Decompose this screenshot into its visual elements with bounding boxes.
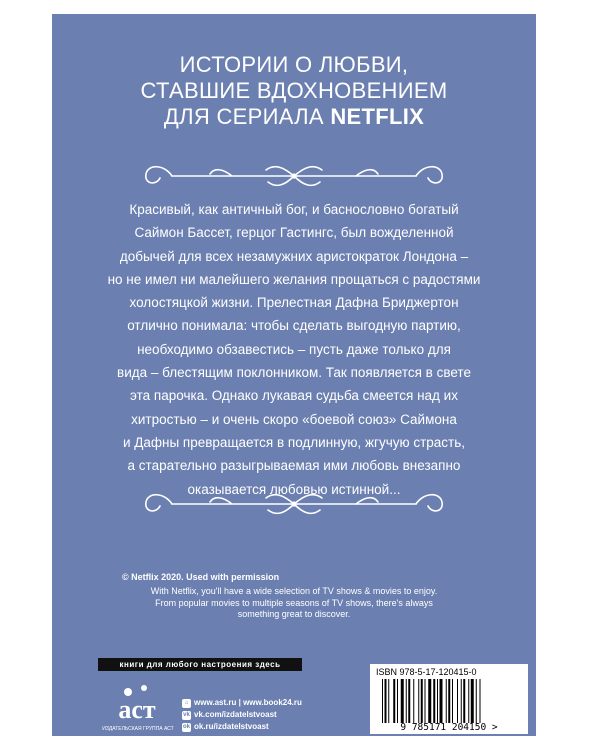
description-line: необходимо обзавестись – пусть даже только для bbox=[137, 341, 451, 357]
barcode-bar bbox=[471, 679, 474, 723]
barcode-bar bbox=[406, 679, 407, 723]
vk-icon: vk bbox=[183, 711, 190, 718]
ok-link[interactable]: ok.ru/izdatelstvoast bbox=[194, 722, 269, 731]
ornament-divider-bottom bbox=[52, 482, 536, 526]
barcode-bar bbox=[480, 679, 481, 723]
netflix-info-line: From popular movies to multiple seasons of TV shows, there's always bbox=[155, 597, 433, 608]
book-description bbox=[94, 198, 494, 501]
ok-icon: ok bbox=[182, 723, 190, 730]
description-line: Красивый, как античный бог, и баснословно богатый bbox=[129, 202, 459, 217]
netflix-info bbox=[102, 586, 486, 621]
description-line: но не имел ни малейшего желания прощаться с радостями bbox=[107, 271, 481, 287]
barcode-bar bbox=[476, 679, 477, 723]
netflix-info-line: With Netflix, you'll have a wide selection of TV shows & movies to enjoy. bbox=[150, 586, 438, 596]
description-line: отлично понимала: чтобы сделать выгодную партию, bbox=[127, 318, 461, 334]
barcode-bar bbox=[382, 679, 383, 723]
barcode-bar bbox=[418, 679, 419, 723]
description-line: добычей для всех незамужних аристократок Лондона – bbox=[119, 248, 469, 264]
barcode-bar bbox=[448, 679, 450, 723]
tagline-bar: книги для любого настроения здесь bbox=[98, 658, 302, 671]
vk-link[interactable]: vk.com/izdatelstvoast bbox=[194, 710, 277, 719]
barcode-bar bbox=[433, 679, 435, 723]
isbn-text: ISBN 978-5-17-120415-0 bbox=[376, 667, 477, 677]
netflix-brand: NETFLIX bbox=[330, 104, 425, 129]
barcode-digits: 9 785171 204150 > bbox=[400, 722, 498, 733]
copyright-notice: © Netflix 2020. Used with permission bbox=[122, 572, 280, 582]
description-line: Саймон Бассет, герцог Гастингс, был вожделенной bbox=[134, 225, 454, 241]
barcode-bar bbox=[388, 679, 389, 723]
description-line: хитростью – и очень скоро «боевой союз» Саймона bbox=[131, 411, 457, 427]
heading-line-3 bbox=[52, 104, 536, 130]
barcode-bar bbox=[385, 679, 387, 723]
barcode-bar bbox=[457, 679, 458, 723]
barcode-bar bbox=[425, 679, 426, 723]
ok-row bbox=[182, 721, 302, 733]
heading-line-3-text: ДЛЯ СЕРИАЛА bbox=[163, 104, 324, 129]
cover-heading bbox=[52, 52, 536, 130]
barcode-bar bbox=[397, 679, 398, 723]
barcode bbox=[380, 679, 520, 723]
websites-row bbox=[182, 697, 302, 709]
description-line: оказывается любовью истинной... bbox=[187, 481, 401, 497]
barcode-box bbox=[370, 664, 528, 734]
publisher-logo-text: аст bbox=[118, 695, 156, 724]
barcode-bar bbox=[446, 679, 447, 723]
barcode-bar bbox=[468, 679, 469, 723]
websites-link[interactable]: www.ast.ru | www.book24.ru bbox=[194, 698, 302, 707]
barcode-bar bbox=[461, 679, 462, 723]
publisher-name: ИЗДАТЕЛЬСКАЯ ГРУППА АСТ bbox=[102, 726, 174, 732]
barcode-bar bbox=[413, 679, 414, 723]
barcode-bar bbox=[408, 679, 410, 723]
barcode-bar bbox=[393, 679, 395, 723]
description-line: а старательно разыгрываемая ими любовь внезапно bbox=[127, 458, 461, 474]
publisher-links bbox=[182, 697, 302, 733]
description-line: эта парочка. Однако лукавая судьба смеется над их bbox=[130, 388, 458, 404]
barcode-bar bbox=[401, 679, 404, 723]
ornament-divider-top bbox=[52, 154, 536, 198]
back-cover bbox=[52, 14, 536, 736]
barcode-bar bbox=[428, 679, 431, 723]
barcode-bar bbox=[463, 679, 465, 723]
netflix-info-line: something great to discover. bbox=[237, 609, 351, 619]
heading-line-2: СТАВШИЕ ВДОХНОВЕНИЕМ bbox=[140, 78, 448, 103]
barcode-bar bbox=[437, 679, 438, 723]
heading-line-1: ИСТОРИИ О ЛЮБВИ, bbox=[179, 52, 409, 77]
globe-icon: ⌂ bbox=[182, 699, 191, 708]
description-line: и Дафны превращается в подлинную, жгучую страсть, bbox=[122, 434, 466, 450]
barcode-bar bbox=[440, 679, 443, 723]
vk-row bbox=[182, 709, 302, 721]
barcode-bar bbox=[452, 679, 453, 723]
description-line: вида – блестящим поклонником. Так появляется в свете bbox=[117, 365, 471, 381]
barcode-bar bbox=[421, 679, 423, 723]
description-line: холостяцкой жизни. Прелестная Дафна Бриджертон bbox=[129, 295, 459, 311]
